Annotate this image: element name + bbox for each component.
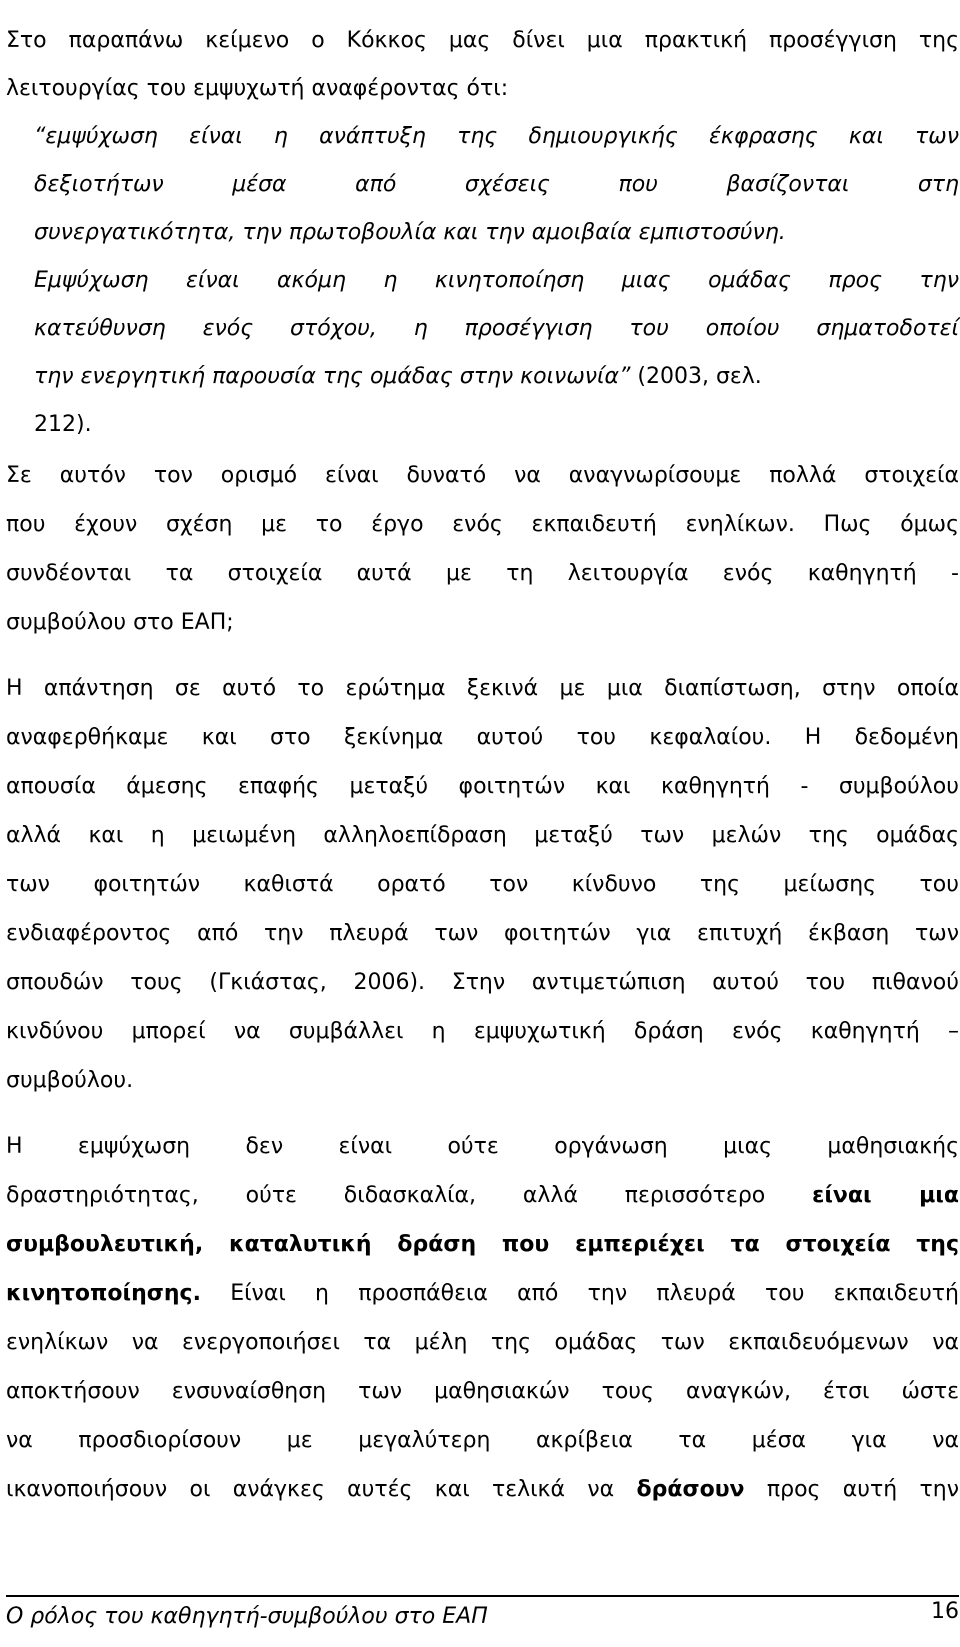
paragraph-3-line: απουσία άμεσης επαφής μεταξύ φοιτητών και καθηγητή - συμβούλου [6,774,959,799]
quote-line: 212). [34,412,92,437]
paragraph-4-emphasis: είναι μια [812,1183,959,1208]
intro-line: λειτουργίας του εμψυχωτή αναφέροντας ότι: [6,76,509,101]
paragraph-4-text: προς αυτή την [744,1477,959,1502]
paragraph-3-line: Η απάντηση σε αυτό το ερώτημα ξεκινά με μια διαπίστωση, στην οποία [6,676,959,701]
paragraph-3-line: ενδιαφέροντος από την πλευρά των φοιτητών για επιτυχή έκβαση των [6,921,959,946]
paragraph-4-line [6,1462,959,1518]
quote-line: Εμψύχωση είναι ακόμη η κινητοποίηση μιας ομάδας προς την [34,268,959,293]
paragraph-4-line: να προσδιορίσουν με μεγαλύτερη ακρίβεια τα μέσα για να [6,1428,959,1453]
paragraph-4-line [6,1168,959,1224]
paragraph-4-line [6,1217,959,1273]
paragraph-4-line: αποκτήσουν ενσυναίσθηση των μαθησιακών τους αναγκών, έτσι ώστε [6,1379,959,1404]
paragraph-4-text: ικανοποιήσουν οι ανάγκες αυτές και τελικά να [6,1477,637,1502]
paragraph-3-line: αναφερθήκαμε και στο ξεκίνημα αυτού του κεφαλαίου. Η δεδομένη [6,725,959,750]
paragraph-2-line: που έχουν σχέση με το έργο ενός εκπαιδευτή ενηλίκων. Πως όμως [6,512,959,537]
footer-divider [6,1595,959,1597]
paragraph-4-line: ενηλίκων να ενεργοποιήσει τα μέλη της ομάδας των εκπαιδευόμενων να [6,1330,959,1355]
footer-title: Ο ρόλος του καθηγητή-συμβούλου στο ΕΑΠ [6,1604,488,1629]
quote-citation: (2003, σελ. [630,364,762,389]
paragraph-2-line: συνδέονται τα στοιχεία αυτά με τη λειτουργία ενός καθηγητή - [6,561,959,586]
paragraph-4-line [6,1266,959,1322]
paragraph-3-line: συμβούλου. [6,1068,134,1093]
paragraph-4-text: Είναι η προσπάθεια από την πλευρά του εκπαιδευτή [200,1281,959,1306]
intro-line: Στο παραπάνω κείμενο ο Κόκκος μας δίνει μια πρακτική προσέγγιση της [6,28,959,53]
quote-line: συνεργατικότητα, την πρωτοβουλία και την αμοιβαία εμπιστοσύνη. [34,220,786,245]
quote-line: δεξιοτήτων μέσα από σχέσεις που βασίζονται στη [34,172,959,197]
paragraph-4-emphasis: δράσουν [636,1477,745,1502]
page-number: 16 [931,1599,959,1624]
paragraph-3-line: κινδύνου μπορεί να συμβάλλει η εμψυχωτική δράση ενός καθηγητή – [6,1019,959,1044]
paragraph-3-line: των φοιτητών καθιστά ορατό τον κίνδυνο της μείωσης του [6,872,959,897]
quote-text: την ενεργητική παρουσία της ομάδας στην κοινωνία” [34,364,631,389]
paragraph-2-line: Σε αυτόν τον ορισμό είναι δυνατό να αναγνωρίσουμε πολλά στοιχεία [6,463,959,488]
document-page [6,0,959,1647]
quote-line: κατεύθυνση ενός στόχου, η προσέγγιση του οποίου σηματοδοτεί [34,316,959,341]
paragraph-4-line: Η εμψύχωση δεν είναι ούτε οργάνωση μιας μαθησιακής [6,1134,959,1159]
paragraph-4-text: δραστηριότητας, ούτε διδασκαλία, αλλά περισσότερο [6,1183,813,1208]
paragraph-4-emphasis: κινητοποίησης. [6,1281,201,1306]
paragraph-3-line: αλλά και η μειωμένη αλληλοεπίδραση μεταξύ των μελών της ομάδας [6,823,959,848]
paragraph-3-line: σπουδών τους (Γκιάστας, 2006). Στην αντιμετώπιση αυτού του πιθανού [6,970,959,995]
quote-line: “εμψύχωση είναι η ανάπτυξη της δημιουργικής έκφρασης και των [34,124,959,149]
paragraph-2-line: συμβούλου στο ΕΑΠ; [6,610,234,635]
paragraph-4-emphasis: συμβουλευτική, καταλυτική δράση που εμπεριέχει τα στοιχεία της [6,1232,959,1257]
